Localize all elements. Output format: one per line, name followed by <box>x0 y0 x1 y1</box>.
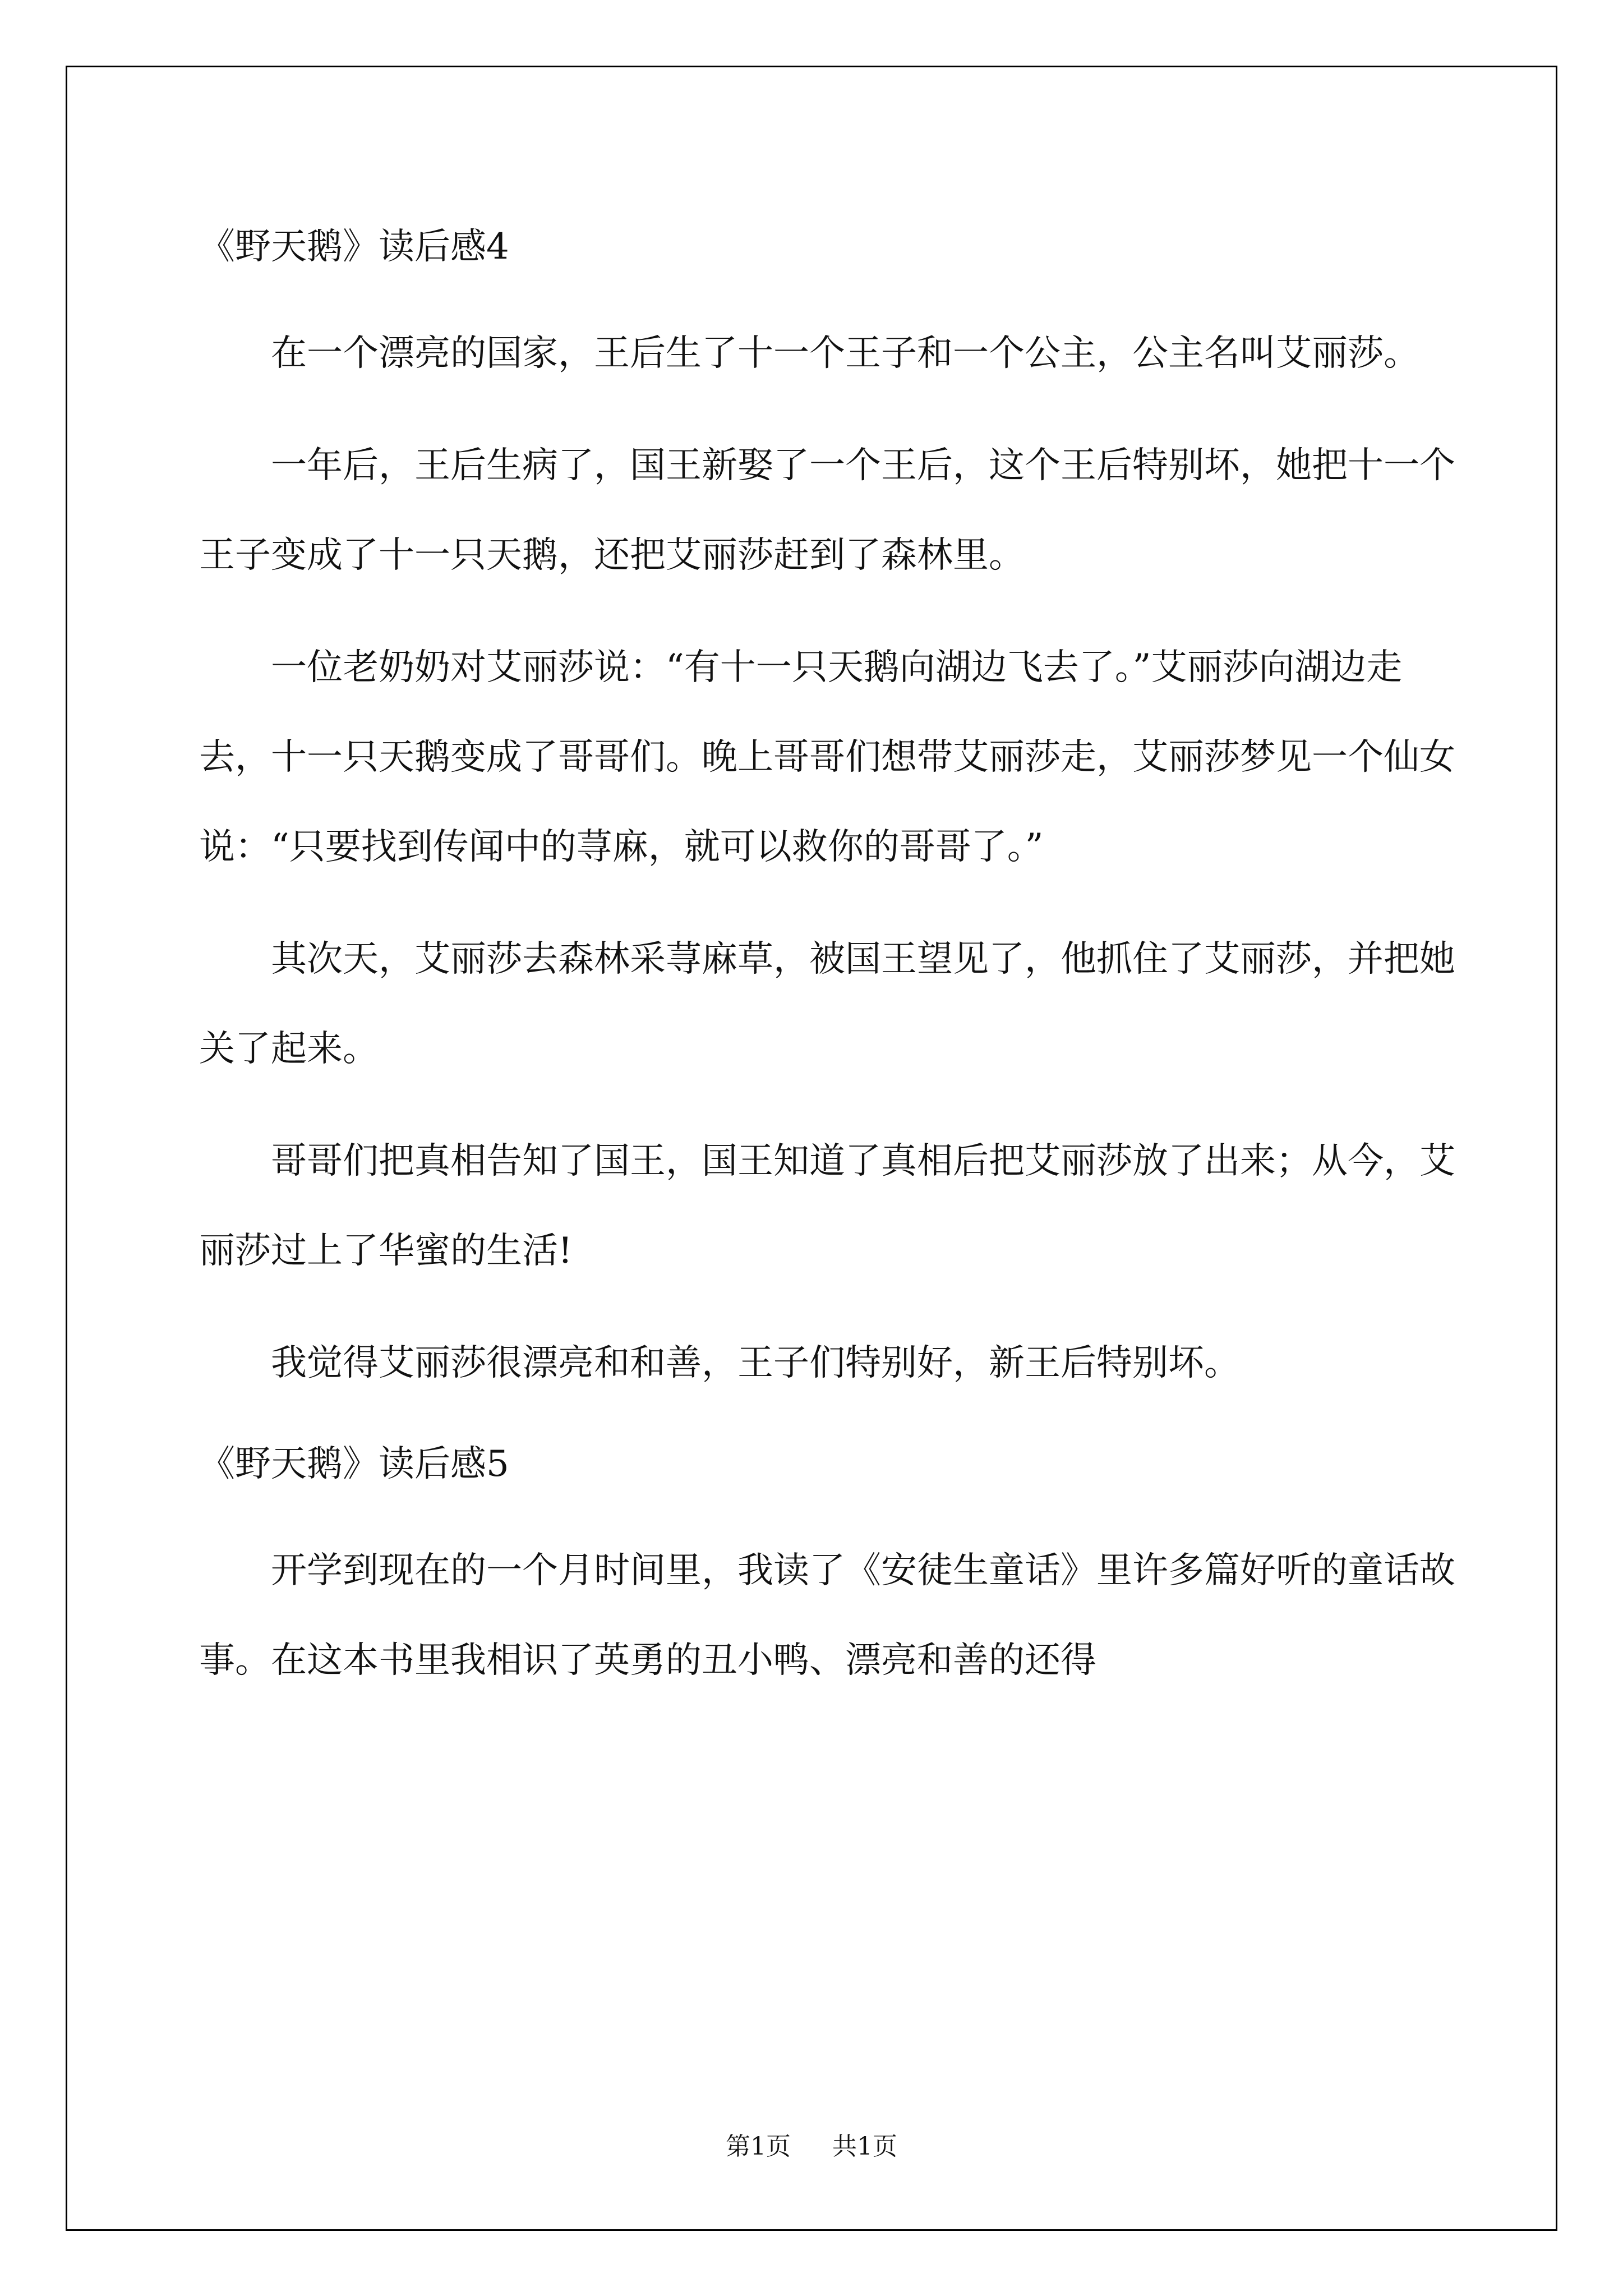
paragraph: 哥哥们把真相告知了国王，国王知道了真相后把艾丽莎放了出来；从今，艾丽莎过上了华蜜的生活! <box>199 1140 1455 1272</box>
paragraph: 我觉得艾丽莎很漂亮和和善，王子们特别好，新王后特别坏。 <box>271 1342 1240 1384</box>
paragraph: 在一个漂亮的国家，王后生了十一个王子和一个公主，公主名叫艾丽莎。 <box>271 333 1419 374</box>
section-heading: 《野天鹅》读后感4 <box>199 226 509 268</box>
paragraph: 开学到现在的一个月时间里，我读了《安徒生童话》里许多篇好听的童话故事。在这本书里我相识了英勇的丑小鸭、漂亮和善的还得 <box>199 1550 1455 1681</box>
page-footer <box>0 2126 1623 2162</box>
section-heading: 《野天鹅》读后感5 <box>199 1443 509 1485</box>
page-number: 第1页 <box>726 2132 791 2161</box>
paragraph: 一年后，王后生病了，国王新娶了一个王后，这个王后特别坏，她把十一个王子变成了十一只天鹅，还把艾丽莎赶到了森林里。 <box>199 445 1455 576</box>
document-body <box>199 213 1461 1728</box>
paragraph: 其次天，艾丽莎去森林采荨麻草，被国王望见了，他抓住了艾丽莎，并把她关了起来。 <box>199 938 1455 1070</box>
page-total: 共1页 <box>832 2132 897 2161</box>
paragraph: 一位老奶奶对艾丽莎说：“有十一只天鹅向湖边飞去了。”艾丽莎向湖边走去，十一只天鹅变成了哥哥们。晚上哥哥们想带艾丽莎走，艾丽莎梦见一个仙女说：“只要找到传闻中的荨麻，就可以救你的哥哥了。” <box>199 647 1455 868</box>
